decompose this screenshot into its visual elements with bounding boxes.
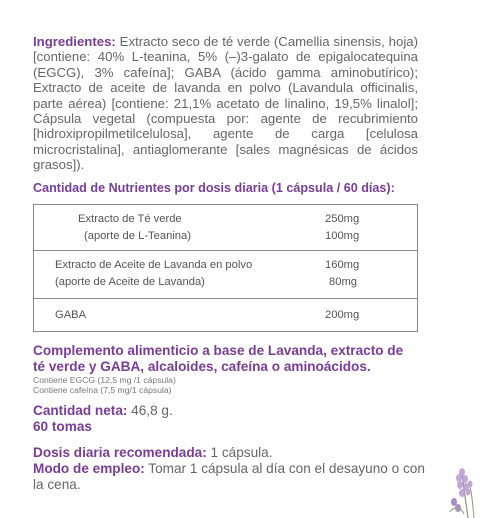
nutrients-title: Cantidad de Nutrientes por dosis diaria (1 cápsula / 60 días): [33, 181, 395, 195]
net-quantity [33, 403, 173, 435]
dosage-value: 1 cápsula. [206, 445, 273, 460]
nutrient-name: GABA [55, 309, 87, 321]
nutrient-value: 250mg [325, 213, 360, 225]
nutrient-name: Extracto de Té verde [78, 213, 182, 225]
lavender-flower-icon [440, 462, 480, 518]
nutrient-name: Extracto de Aceite de Lavanda en polvo [55, 259, 253, 271]
note-egcg: Contiene EGCG (12,5 mg /1 cápsula) [33, 375, 176, 385]
ingredients-label: Ingredientes: [33, 34, 116, 49]
nutrient-sub-value: 100mg [325, 230, 360, 242]
dosage-label: Dosis diaria recomendada: [33, 445, 207, 460]
table-row [34, 205, 417, 250]
ingredients-paragraph [33, 34, 418, 173]
net-value: 46,8 g. [127, 403, 173, 418]
ingredients-text: Extracto seco de té verde (Camellia sinensis, hoja) [contiene: 40% L-teanina, 5% (–)3-galato de epigalocatequina (EGCG), 3% cafeína]; GABA (ácido gamma aminobutírico); Extracto de aceite de lavanda en polvo (Lavandula officinalis, parte aérea) [contiene: 21,1% acetato de linalino, 19,5% linalol]; Cápsula vegetal (compuesta por: agente de recubrimiento [hidroxipropilmetilcelulosa], agente de carga [celulosa microcristalina], antiaglomerante [sales magnésicas de ácidos grasos]). [33, 34, 418, 173]
product-summary: Complemento alimenticio a base de Lavanda, extracto de té verde y GABA, alcaloides, cafeína o aminoácidos. [33, 343, 404, 374]
usage-label: Modo de empleo: [33, 461, 145, 476]
nutrients-table [33, 204, 418, 332]
dosage-block [33, 445, 433, 493]
nutrient-value: 200mg [325, 309, 360, 321]
net-label: Cantidad neta: [33, 403, 128, 418]
nutrient-sub-value: 80mg [329, 276, 357, 288]
usage-value: Tomar 1 cápsula al día con el desayuno o con la cena. [33, 461, 425, 492]
table-row [34, 250, 417, 299]
nutrient-sub: (aporte de L-Teanina) [84, 230, 191, 242]
nutrient-value: 160mg [325, 259, 360, 271]
table-row [34, 298, 417, 332]
note-caffeine: Contiene cafeína (7,5 mg/1 cápsula) [33, 385, 172, 395]
nutrient-sub: (aporte de Aceite de Lavanda) [55, 276, 205, 288]
doses-count: 60 tomas [33, 419, 92, 434]
